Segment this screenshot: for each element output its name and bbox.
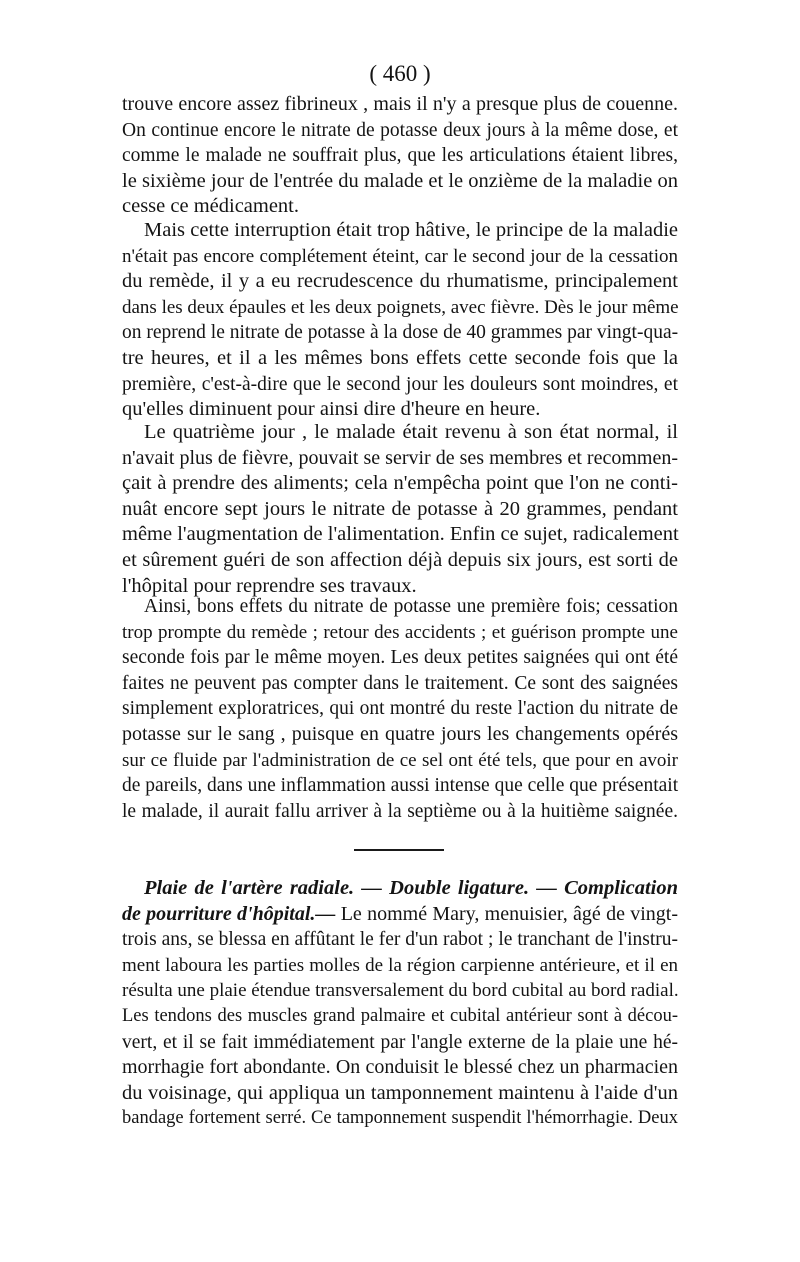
paragraph-4 (122, 594, 678, 824)
text-line: le malade, il aurait fallu arriver à la septième ou à la huitième saignée. (122, 800, 678, 822)
case-heading-continuation (122, 902, 678, 928)
text-line: du remède, il y a eu recrudescence du rhumatisme, principalement (122, 270, 678, 293)
paragraph-3 (122, 420, 678, 599)
text-line: bandage fortement serré. Ce tamponnement suspendit l'hémorrhagie. Deux (122, 1108, 678, 1129)
text-line: le sixième jour de l'entrée du malade et le onzième de la maladie on (122, 169, 678, 192)
page-number: ( 460 ) (369, 61, 431, 86)
text-line: l'hôpital pour reprendre ses travaux. (122, 574, 417, 597)
text-line: trouve encore assez fibrineux , mais il n'y a presque plus de couenne. (122, 93, 678, 115)
text-line: qu'elles diminuent pour ainsi dire d'heure en heure. (122, 398, 541, 421)
text-line: résulta une plaie étendue transversalement du bord cubital au bord radial. (122, 980, 679, 1002)
case-report (122, 876, 678, 1132)
text-line: Le quatrième jour , le malade était revenu à son état normal, il (144, 421, 678, 443)
text-line: première, c'est-à-dire que le second jour les douleurs sont moindres, et (122, 373, 678, 395)
paragraph-2 (122, 218, 678, 423)
paragraph-1 (122, 92, 678, 220)
text-line: comme le malade ne souffrait plus, que les articulations étaient libres, (122, 145, 678, 167)
text-line: morrhagie fort abondante. On conduisit le blessé chez un pharmacien (122, 1056, 678, 1079)
text-line: Le nommé Mary, menuisier, âgé de vingt- (335, 902, 679, 925)
text-line: de pareils, dans une inflammation aussi intense que celle que présentait (122, 775, 679, 797)
case-heading: Plaie de l'artère radiale. — Double ligature. — Complication (144, 877, 678, 899)
text-line: n'avait plus de fièvre, pouvait se servir de ses membres et recommen- (122, 446, 678, 469)
text-line: On continue encore le nitrate de potasse deux jours à la même dose, et (122, 119, 678, 141)
case-heading-end: de pourriture d'hôpital.— (122, 902, 336, 925)
text-line: vert, et il se fait immédiatement par l'angle externe de la plaie une hé- (122, 1031, 678, 1053)
text-line: potasse sur le sang , puisque en quatre jours les changements opérés (122, 722, 678, 745)
text-line: faites ne peuvent pas compter dans le traitement. Ce sont des saignées (122, 672, 678, 694)
text-line: ment laboura les parties molles de la région carpienne antérieure, et il en (122, 954, 678, 976)
text-line: simplement exploratrices, qui ont montré du reste l'action du nitrate de (122, 698, 678, 720)
text-line: tre heures, et il a les mêmes bons effets cette seconde fois que la (122, 346, 678, 369)
text-line: Ainsi, bons effets du nitrate de potasse une première fois; cessation (144, 596, 678, 617)
text-line: même l'augmentation de l'alimentation. Enfin ce sujet, radicalement (122, 523, 679, 546)
text-line: cesse ce médicament. (122, 195, 300, 218)
text-line: dans les deux épaules et les deux poignets, avec fièvre. Dès le jour même (122, 296, 679, 318)
text-line: Les tendons des muscles grand palmaire et cubital antérieur sont à décou- (122, 1005, 678, 1026)
text-line: du voisinage, qui appliqua un tamponnement maintenu à l'aide d'un (122, 1081, 678, 1104)
text-line: on reprend le nitrate de potasse à la dose de 40 grammes par vingt-qua- (122, 322, 679, 344)
text-line: et sûrement guéri de son affection déjà depuis six jours, est sorti de (122, 548, 678, 571)
text-line: nuât encore sept jours le nitrate de potasse à 20 grammes, pendant (122, 497, 678, 520)
text-line: sur ce fluide par l'administration de ce sel ont été tels, que pour en avoir (122, 749, 678, 771)
text-line: seconde fois par le même moyen. Les deux petites saignées qui ont été (122, 647, 678, 669)
text-line: Mais cette interruption était trop hâtive, le principe de la maladie (144, 219, 678, 241)
text-line: çait à prendre des aliments; cela n'empêcha point que l'on ne conti- (122, 472, 678, 495)
section-divider (354, 849, 444, 851)
text-line: n'était pas encore complétement éteint, car le second jour de la cessation (122, 245, 678, 267)
text-line: trois ans, se blessa en affûtant le fer d'un rabot ; le tranchant de l'instru- (122, 929, 678, 951)
text-line: trop prompte du remède ; retour des accidents ; et guérison prompte une (122, 621, 678, 643)
